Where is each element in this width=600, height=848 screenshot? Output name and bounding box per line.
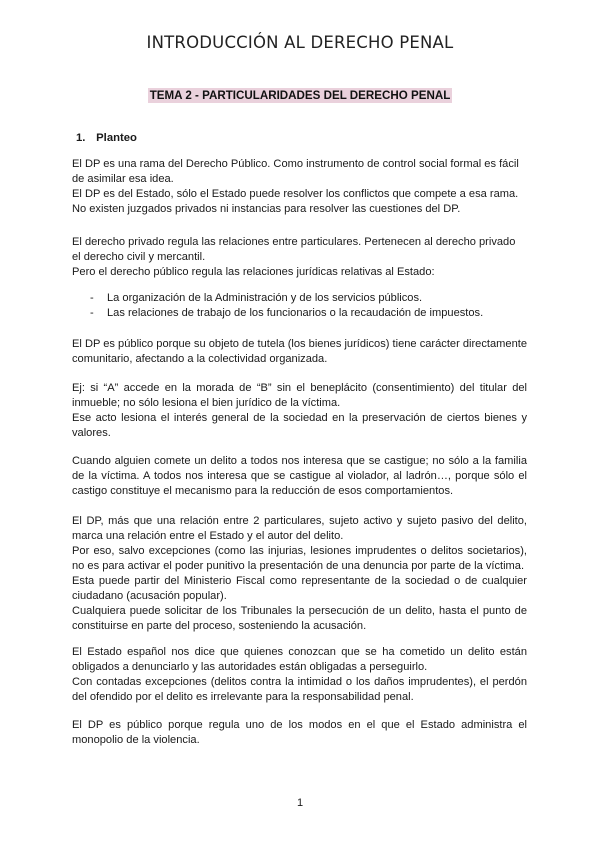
paragraph: Ese acto lesiona el interés general de la sociedad en la preservación de ciertos bienes y valores.	[72, 412, 527, 439]
paragraph: El DP es público porque su objeto de tutela (los bienes jurídicos) tiene carácter directamente comunitario, afectando a la colectividad organizada.	[72, 338, 527, 365]
paragraph: Por eso, salvo excepciones (como las injurias, lesiones imprudentes o delitos societarios), no es para activar el poder punitivo la presentación de una denuncia por parte de la víctima.	[72, 545, 527, 572]
paragraph: Cuando alguien comete un delito a todos nos interesa que se castigue; no sólo a la familia de la víctima. A todos nos interesa que se castigue al violador, al ladrón…, porque sólo el castigo constituye el mecanismo para la reducción de esos comportamientos.	[72, 455, 527, 497]
paragraph-block-7	[72, 645, 527, 705]
paragraph: Ej: si “A” accede en la morada de “B” sin el beneplácito (consentimiento) del titular del inmueble; no sólo lesiona el bien jurídico de la víctima.	[72, 382, 527, 409]
paragraph: El DP, más que una relación entre 2 particulares, sujeto activo y sujeto pasivo del delito, marca una relación entre el Estado y el autor del delito.	[72, 515, 527, 542]
document-title: INTRODUCCIÓN AL DERECHO PENAL	[146, 33, 454, 52]
tema-heading: TEMA 2 - PARTICULARIDADES DEL DERECHO PENAL	[149, 89, 451, 102]
paragraph-block-5	[72, 454, 527, 499]
paragraph-block-3	[72, 337, 527, 367]
bullet-list	[72, 291, 527, 321]
paragraph: El Estado español nos dice que quienes conozcan que se ha cometido un delito están obligados a denunciarlo y las autoridades están obligadas a perseguirlo.	[72, 646, 527, 673]
paragraph-block-6	[72, 514, 527, 634]
paragraph: Cualquiera puede solicitar de los Tribunales la persecución de un delito, hasta el punto de constituirse en parte del proceso, sosteniendo la acusación.	[72, 605, 527, 632]
paragraph-block-1	[72, 157, 527, 217]
list-item: - La organización de la Administración y de los servicios públicos.	[72, 291, 527, 306]
tema-heading-wrap	[0, 86, 600, 104]
page-number: 1	[296, 797, 304, 809]
section-heading	[76, 132, 137, 144]
paragraph: El DP es público porque regula uno de los modos en el que el Estado administra el monopolio de la violencia.	[72, 719, 527, 746]
section-title: Planteo	[96, 132, 137, 144]
paragraph-block-2	[72, 235, 527, 321]
paragraph: Esta puede partir del Ministerio Fiscal como representante de la sociedad o de cualquier ciudadano (acusación popular).	[72, 575, 527, 602]
paragraph: No existen juzgados privados ni instancias para resolver las cuestiones del DP.	[72, 203, 461, 215]
paragraph: El DP es una rama del Derecho Público. Como instrumento de control social formal es fácil de asimilar esa idea.	[72, 158, 519, 185]
list-item: - Las relaciones de trabajo de los funcionarios o la recaudación de impuestos.	[72, 306, 527, 321]
section-number: 1.	[76, 132, 86, 144]
paragraph: Pero el derecho público regula las relaciones jurídicas relativas al Estado:	[72, 266, 435, 278]
paragraph-block-8	[72, 718, 527, 748]
paragraph: El DP es del Estado, sólo el Estado puede resolver los conflictos que compete a esa rama.	[72, 188, 519, 200]
paragraph-block-4	[72, 381, 527, 441]
paragraph: El derecho privado regula las relaciones entre particulares. Pertenecen al derecho privado el derecho civil y mercantil.	[72, 236, 516, 263]
paragraph: Con contadas excepciones (delitos contra la intimidad o los daños imprudentes), el perdón del ofendido por el delito es irrelevante para la responsabilidad penal.	[72, 676, 527, 703]
